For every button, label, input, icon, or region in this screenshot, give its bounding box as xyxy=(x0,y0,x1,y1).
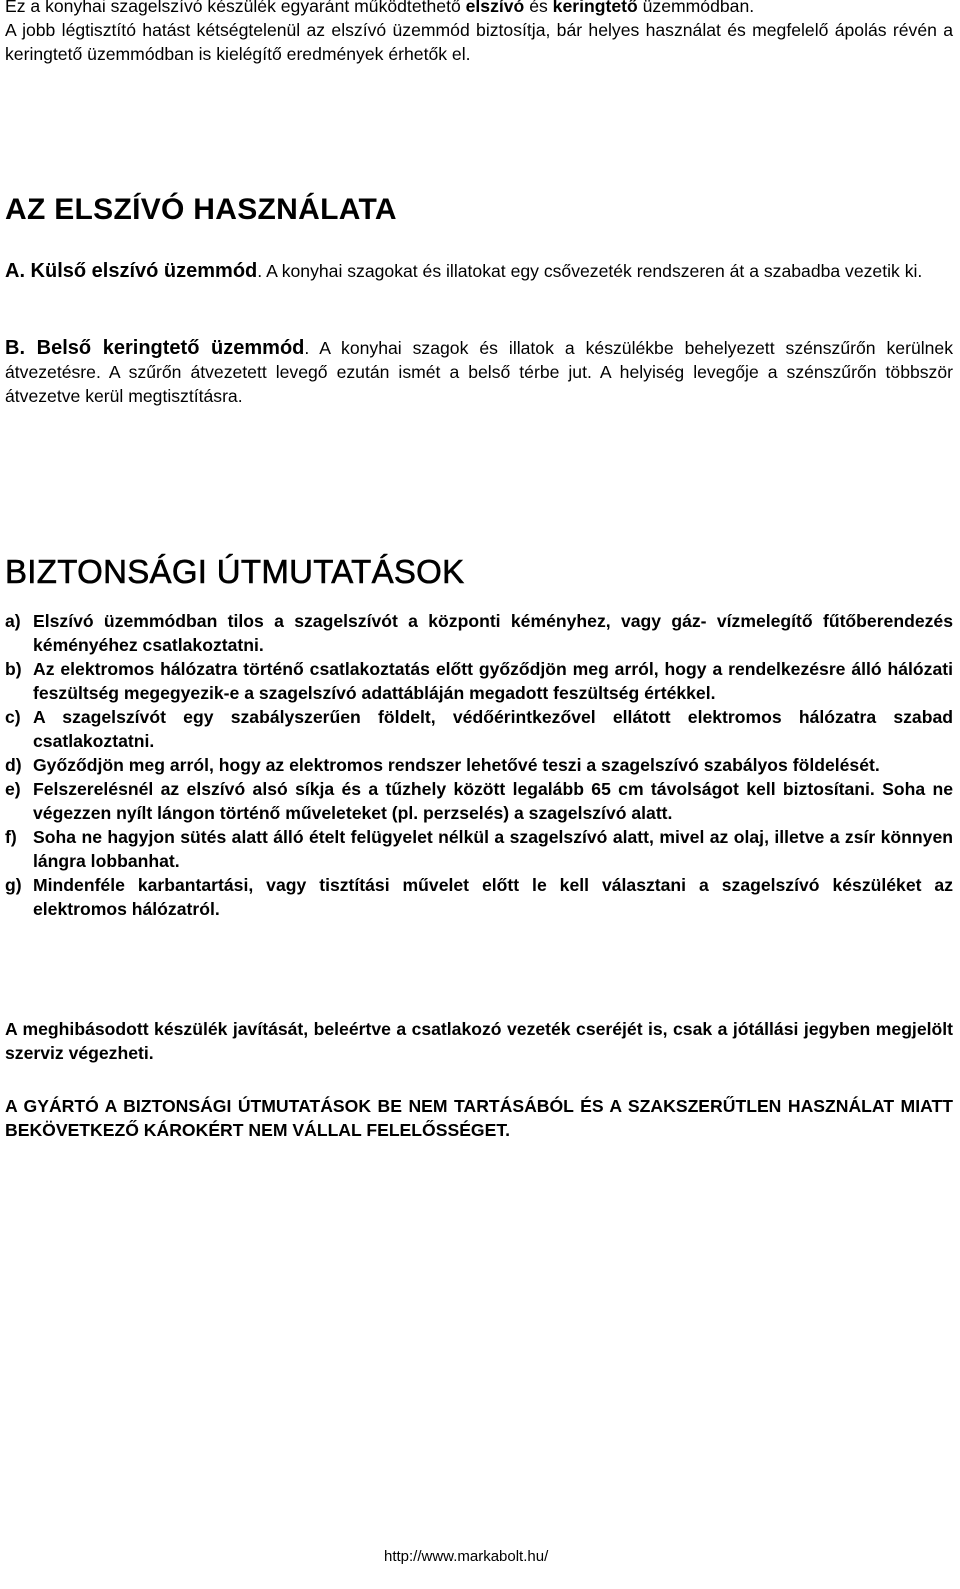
safety-rule xyxy=(5,657,953,705)
safety-rule xyxy=(5,825,953,873)
safety-rule xyxy=(5,705,953,753)
liability-disclaimer: A GYÁRTÓ A BIZTONSÁGI ÚTMUTATÁSOK BE NEM TARTÁSÁBÓL ÉS A SZAKSZERŰTLEN HASZNÁLAT MIATT BEKÖVETKEZŐ KÁROKÉRT NEM VÁLLAL FELELŐSSÉGET. xyxy=(5,1096,953,1140)
mode-b-paragraph xyxy=(5,336,953,408)
rule-text: Felszerelésnél az elszívó alsó síkja és a tűzhely között legalább 65 cm távolságot kell biztosítani. Soha ne végezzen nyílt lángon történő műveleteket (pl. perzselés) a szagelszívó alatt. xyxy=(33,779,953,823)
rule-label: f) xyxy=(5,827,17,847)
rule-label: d) xyxy=(5,755,22,775)
rule-text: Győződjön meg arról, hogy az elektromos rendszer lehetővé teszi a szagelszívó szabályos földelését. xyxy=(33,755,880,775)
rule-label: c) xyxy=(5,707,21,727)
intro-line-2: A jobb légtisztító hatást kétségtelenül az elszívó üzemmód biztosítja, bár helyes használat és megfelelő ápolás révén a keringtető üzemmódban is kielégítő eredmények érhetők el. xyxy=(5,20,953,64)
rule-text: Elszívó üzemmódban tilos a szagelszívót a központi kéményhez, vagy gáz- vízmelegítő fűtőberendezés kéményéhez csatlakoztatni. xyxy=(33,611,953,655)
service-notice: A meghibásodott készülék javítását, beleértve a csatlakozó vezeték cseréjét is, csak a jótállási jegyben megjelölt szerviz végezheti. xyxy=(5,1019,953,1063)
rule-text: A szagelszívót egy szabályszerűen földelt, védőérintkezővel ellátott elektromos hálózatra szabad csatlakoztatni. xyxy=(33,707,953,751)
intro-paragraph xyxy=(5,0,953,66)
safety-rule xyxy=(5,609,953,657)
rule-label: a) xyxy=(5,611,21,631)
rule-text: Mindenféle karbantartási, vagy tisztítási művelet előtt le kell választani a szagelszívó készüléket az elektromos hálózatról. xyxy=(33,875,953,919)
footer-url: http://www.markabolt.hu/ xyxy=(384,1548,549,1565)
safety-rules-list xyxy=(5,609,953,921)
safety-rule xyxy=(5,777,953,825)
rule-label: b) xyxy=(5,659,22,679)
safety-rule xyxy=(5,873,953,921)
mode-b-lead: B. Belső keringtető üzemmód xyxy=(5,337,305,359)
mode-b-text: . A konyhai szagok és illatok a készülékbe behelyezett szénszűrőn kerülnek átvezetésre. A szűrőn átvezetett levegő ezután ismét a belső térbe jut. A helyiség levegője a szénszűrőn többször átvezetve kerül megtisztításra. xyxy=(5,338,953,406)
mode-a-lead: A. Külső elszívó üzemmód xyxy=(5,260,258,282)
safety-rule xyxy=(5,753,953,777)
rule-text: Soha ne hagyjon sütés alatt álló ételt felügyelet nélkül a szagelszívó alatt, mivel az olaj, illetve a zsír könnyen lángra lobbanhat. xyxy=(33,827,953,871)
rule-label: g) xyxy=(5,875,22,895)
section-title-usage: AZ ELSZÍVÓ HASZNÁLATA xyxy=(5,193,397,226)
intro-bold-keringteto: keringtető xyxy=(552,0,638,16)
section-title-safety: BIZTONSÁGI ÚTMUTATÁSOK xyxy=(5,553,465,590)
mode-a-paragraph xyxy=(5,259,953,283)
rule-text: Az elektromos hálózatra történő csatlakoztatás előtt győződjön meg arról, hogy a rendelkezésre álló hálózati feszültség megegyezik-e a szagelszívó adattábláján megadott feszültség értékkel. xyxy=(33,659,953,703)
intro-bold-elszivo: elszívó xyxy=(465,0,525,16)
intro-line-1: Ez a konyhai szagelszívó készülék egyaránt működtethető elszívó és keringtető üzemmódban. xyxy=(5,0,953,18)
rule-label: e) xyxy=(5,779,21,799)
mode-a-text: . A konyhai szagokat és illatokat egy csővezeték rendszeren át a szabadba vezetik ki. xyxy=(257,261,923,281)
